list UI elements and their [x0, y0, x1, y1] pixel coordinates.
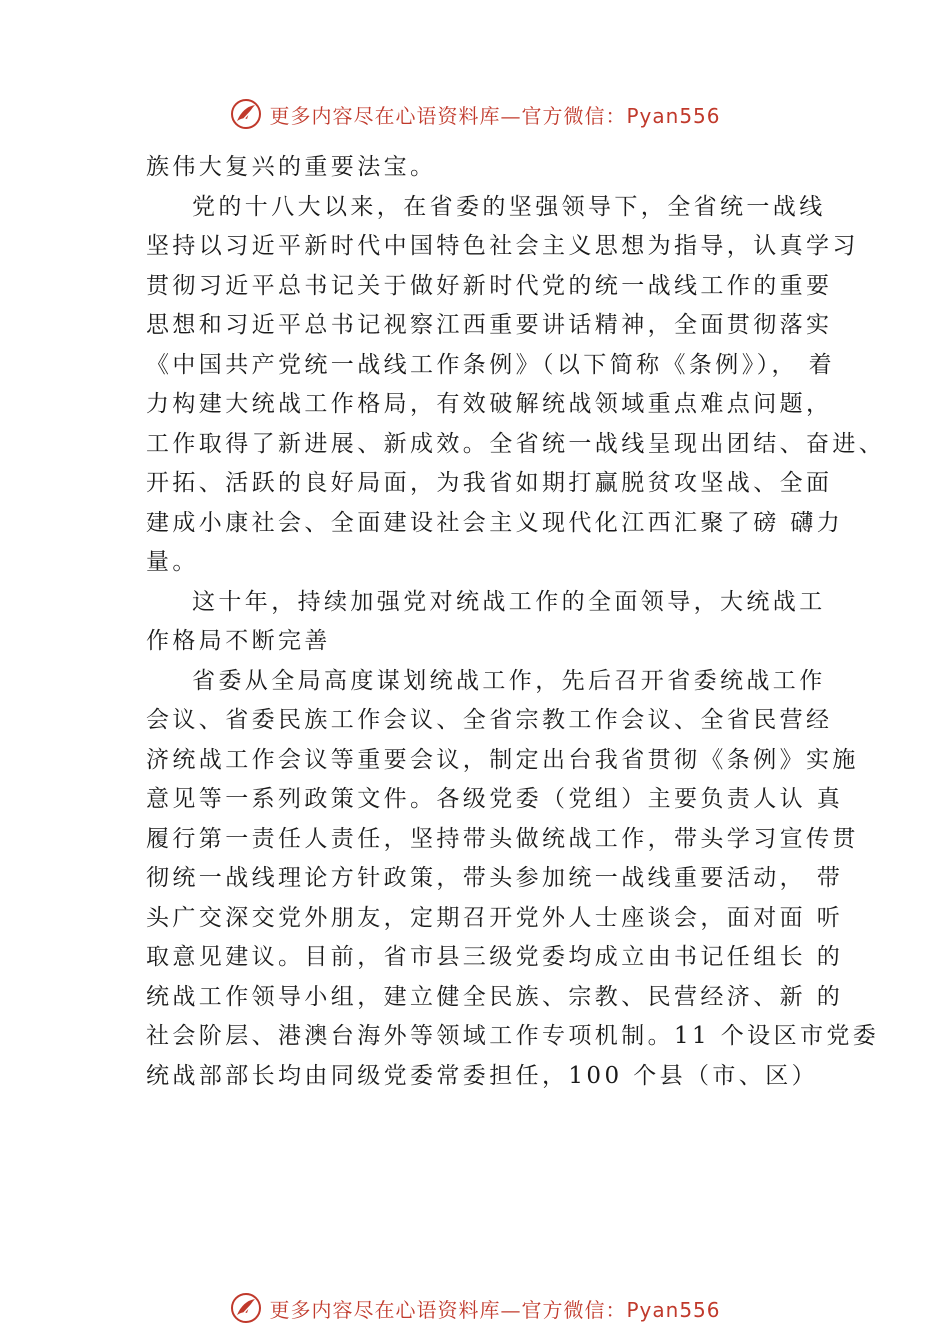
footer-banner-account: Pyan556	[626, 1297, 721, 1322]
text-line: 力构建大统战工作格局，有效破解统战领域重点难点问题，	[146, 391, 833, 417]
text-line: 社会阶层、港澳台海外等领域工作专项机制。11 个设区市党委	[146, 1023, 880, 1049]
header-banner-text	[269, 100, 720, 129]
text-line: 《中国共产党统一战线工作条例》（以下简称《条例》）， 着	[146, 351, 836, 378]
text-line: 会议、省委民族工作会议、全省宗教工作会议、全省民营经	[146, 707, 833, 733]
text-line: 坚持以习近平新时代中国特色社会主义思想为指导，认真学习	[146, 233, 859, 259]
text-line: 作格局不断完善	[146, 628, 331, 654]
text-line: 量。	[146, 549, 199, 575]
header-banner	[0, 94, 950, 134]
footer-banner-label: 更多内容尽在心语资料库—官方微信：	[269, 1297, 627, 1322]
text-line: 统战部部长均由同级党委常委担任，100 个县（市、区）	[146, 1062, 819, 1089]
header-banner-account: Pyan556	[626, 103, 721, 128]
document-body	[146, 148, 886, 1096]
header-banner-label: 更多内容尽在心语资料库—官方微信：	[269, 103, 627, 128]
text-line: 这十年，持续加强党对统战工作的全面领导，大统战工	[192, 588, 826, 615]
logo-icon	[229, 97, 263, 131]
text-line: 履行第一责任人责任，坚持带头做统战工作，带头学习宣传贯	[146, 825, 859, 852]
text-line: 意见等一系列政策文件。各级党委（党组）主要负责人认 真	[146, 786, 844, 812]
text-line: 取意见建议。目前，省市县三级党委均成立由书记任组长 的	[146, 944, 844, 970]
text-line: 贯彻习近平总书记关于做好新时代党的统一战线工作的重要	[146, 272, 833, 299]
text-line: 省委从全局高度谋划统战工作，先后召开省委统战工作	[192, 667, 826, 694]
text-line: 济统战工作会议等重要会议，制定出台我省贯彻《条例》实施	[146, 746, 859, 773]
text-line: 开拓、活跃的良好局面，为我省如期打赢脱贫攻坚战、全面	[146, 470, 833, 496]
text-line: 党的十八大以来，在省委的坚强领导下，全省统一战线	[192, 193, 826, 220]
text-line: 建成小康社会、全面建设社会主义现代化江西汇聚了磅 礴力	[146, 509, 844, 536]
text-line: 彻统一战线理论方针政策，带头参加统一战线重要活动， 带	[146, 865, 844, 891]
text-line: 族伟大复兴的重要法宝。	[146, 154, 437, 180]
text-line: 头广交深交党外朋友，定期召开党外人士座谈会，面对面 听	[146, 904, 844, 931]
footer-banner	[0, 1288, 950, 1328]
logo-icon	[229, 1291, 263, 1325]
text-line: 统战工作领导小组，建立健全民族、宗教、民营经济、新 的	[146, 983, 844, 1010]
text-line: 工作取得了新进展、新成效。全省统一战线呈现出团结、奋进、	[146, 430, 886, 457]
text-line: 思想和习近平总书记视察江西重要讲话精神，全面贯彻落实	[146, 312, 833, 338]
footer-banner-text	[269, 1294, 720, 1323]
